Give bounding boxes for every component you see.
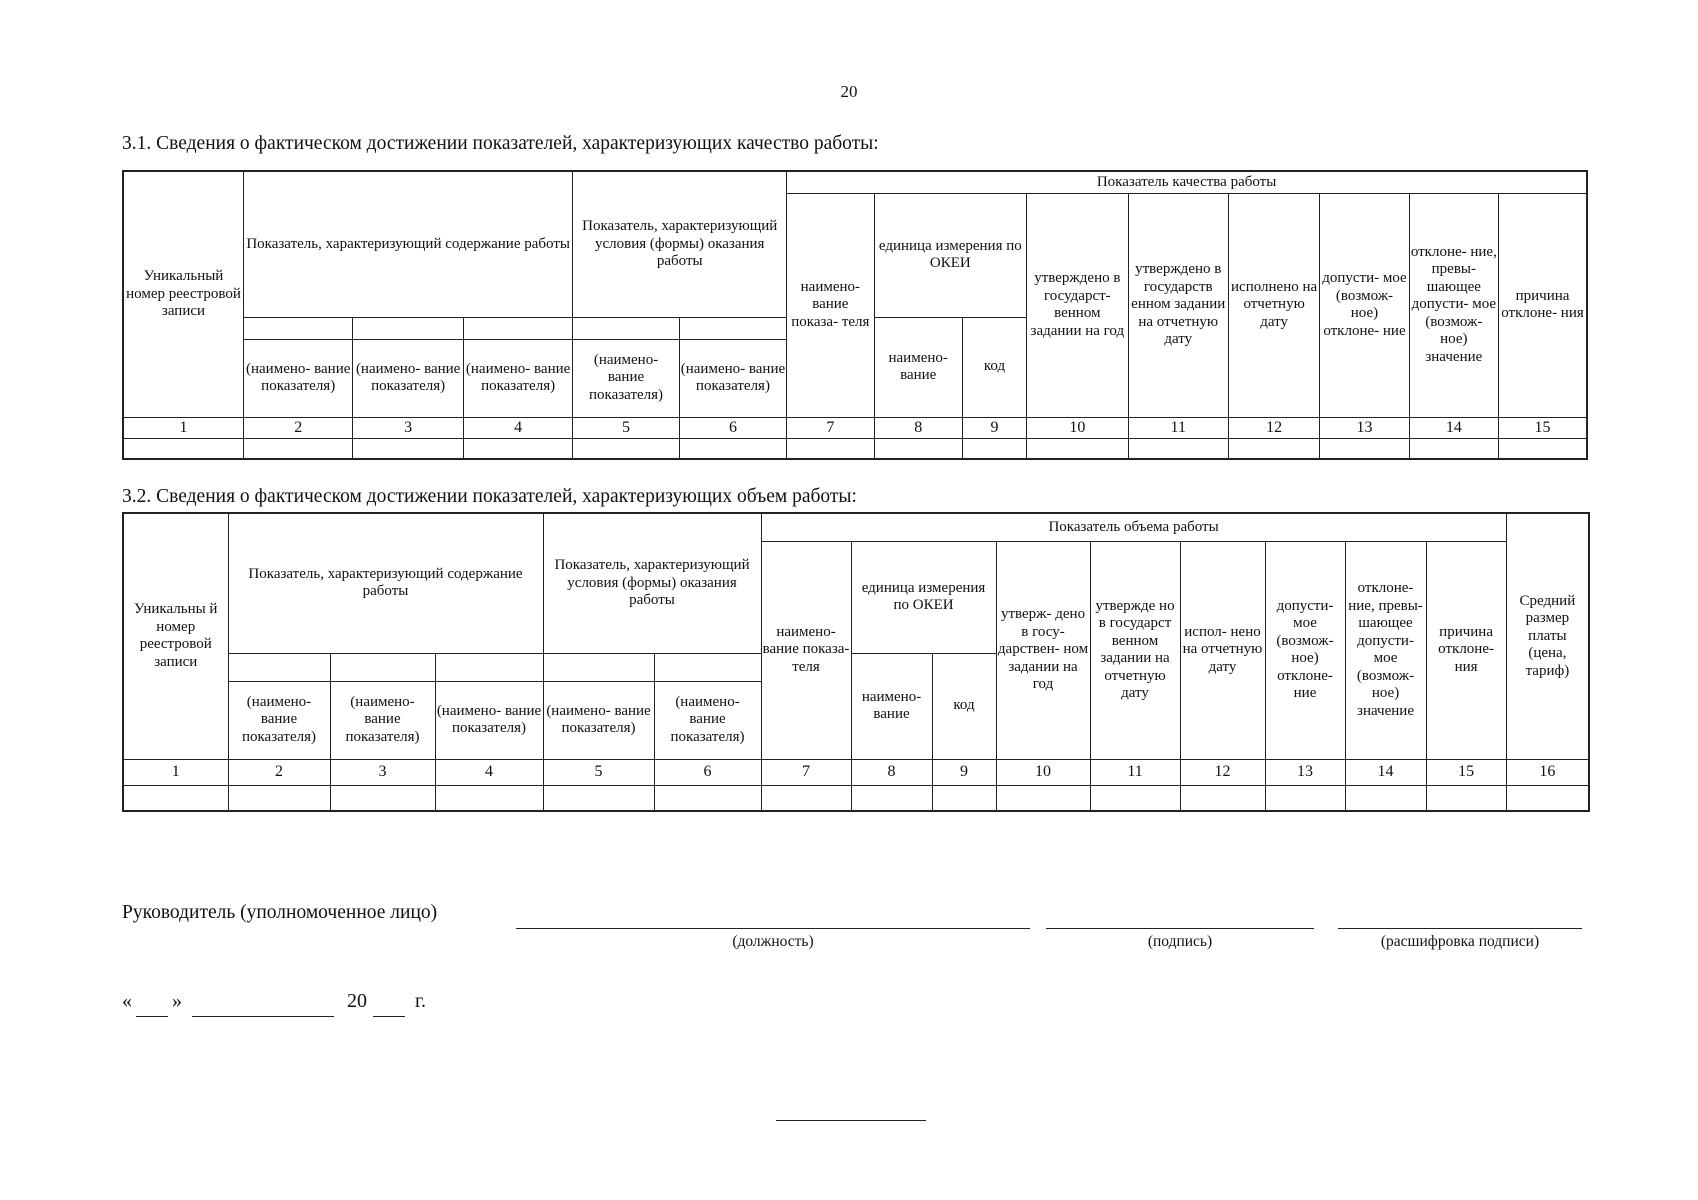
column-number: 2: [243, 417, 352, 438]
empty-data-cell[interactable]: [679, 438, 786, 459]
sub-name-header: (наимено- вание показателя): [573, 339, 679, 417]
empty-data-cell[interactable]: [1320, 438, 1409, 459]
empty-data-cell[interactable]: [932, 785, 996, 811]
year-suffix: г.: [415, 990, 426, 1012]
deviation-reason-header: причина отклоне- ния: [1426, 541, 1506, 759]
blank-cell: [435, 653, 543, 681]
approved-year-header: утверждено в государст- венном задании на год: [1027, 193, 1128, 417]
unique-number-header: Уникальны й номер реестровой записи: [123, 513, 228, 759]
column-number: 12: [1180, 759, 1265, 785]
empty-data-cell[interactable]: [1228, 438, 1319, 459]
average-fee-header: Средний размер платы (цена, тариф): [1506, 513, 1589, 759]
unique-number-header: Уникальный номер реестровой записи: [123, 171, 243, 417]
signature-line[interactable]: [1046, 928, 1314, 929]
column-number: 9: [932, 759, 996, 785]
content-indicator-header: Показатель, характеризующий содержание работы: [228, 513, 543, 653]
column-number: 14: [1409, 417, 1498, 438]
month-line[interactable]: [192, 1016, 334, 1017]
empty-data-cell[interactable]: [543, 785, 654, 811]
column-number: 1: [123, 759, 228, 785]
column-number: 9: [962, 417, 1026, 438]
empty-data-cell[interactable]: [123, 438, 243, 459]
sub-name-header: (наимено- вание показателя): [463, 339, 572, 417]
column-number: 5: [573, 417, 679, 438]
empty-data-cell[interactable]: [962, 438, 1026, 459]
column-number: 7: [761, 759, 851, 785]
date-close-quote: »: [172, 990, 182, 1012]
empty-data-cell[interactable]: [1090, 785, 1180, 811]
year-prefix: 20: [347, 990, 367, 1012]
blank-cell: [679, 317, 786, 339]
indicator-name-header: наимено- вание показа- теля: [787, 193, 874, 417]
empty-data-cell[interactable]: [1027, 438, 1128, 459]
column-number: 12: [1228, 417, 1319, 438]
column-number: 2: [228, 759, 330, 785]
approved-date-header: утверждено в государств енном задании на отчетную дату: [1128, 193, 1228, 417]
indicator-name-header: наимено- вание показа- теля: [761, 541, 851, 759]
footer-separator: [776, 1120, 926, 1121]
sub-name-header: (наимено- вание показателя): [543, 681, 654, 759]
column-number: 8: [874, 417, 962, 438]
blank-cell: [353, 317, 463, 339]
column-number: 1: [123, 417, 243, 438]
column-number: 4: [463, 417, 572, 438]
empty-data-cell[interactable]: [1345, 785, 1426, 811]
conditions-indicator-header: Показатель, характеризующий условия (формы) оказания работы: [543, 513, 761, 653]
allowed-deviation-header: допусти- мое (возмож- ное) отклоне- ние: [1320, 193, 1409, 417]
column-number: 15: [1426, 759, 1506, 785]
executed-header: исполнено на отчетную дату: [1228, 193, 1319, 417]
unit-code-header: код: [932, 653, 996, 759]
signatory-label: Руководитель (уполномоченное лицо): [122, 902, 438, 923]
column-number: 13: [1320, 417, 1409, 438]
allowed-deviation-header: допусти- мое (возмож- ное) отклоне- ние: [1265, 541, 1345, 759]
column-number: 5: [543, 759, 654, 785]
empty-data-cell[interactable]: [243, 438, 352, 459]
blank-cell: [463, 317, 572, 339]
empty-data-cell[interactable]: [353, 438, 463, 459]
volume-indicator-header: Показатель объема работы: [761, 513, 1506, 541]
empty-data-cell[interactable]: [996, 785, 1090, 811]
blank-cell: [243, 317, 352, 339]
empty-data-cell[interactable]: [123, 785, 228, 811]
decoding-caption: (расшифровка подписи): [1380, 933, 1540, 950]
section-2-title: 3.2. Сведения о фактическом достижении показателей, характеризующих объем работы:: [122, 486, 857, 507]
empty-data-cell[interactable]: [1499, 438, 1587, 459]
approved-year-header: утверж- дено в госу- дарствен- ном задании на год: [996, 541, 1090, 759]
sub-name-header: (наимено- вание показателя): [654, 681, 761, 759]
unit-header: единица измерения по ОКЕИ: [851, 541, 996, 653]
empty-data-cell[interactable]: [1128, 438, 1228, 459]
sub-name-header: (наимено- вание показателя): [435, 681, 543, 759]
empty-data-cell[interactable]: [1426, 785, 1506, 811]
sub-name-header: (наимено- вание показателя): [228, 681, 330, 759]
empty-data-cell[interactable]: [851, 785, 932, 811]
column-number: 6: [679, 417, 786, 438]
empty-data-cell[interactable]: [761, 785, 851, 811]
executed-header: испол- нено на отчетную дату: [1180, 541, 1265, 759]
column-number: 13: [1265, 759, 1345, 785]
deviation-reason-header: причина отклоне- ния: [1499, 193, 1587, 417]
empty-data-cell[interactable]: [1265, 785, 1345, 811]
column-number: 10: [996, 759, 1090, 785]
empty-data-cell[interactable]: [1409, 438, 1498, 459]
year-line[interactable]: [373, 1016, 405, 1017]
conditions-indicator-header: Показатель, характеризующий условия (формы) оказания работы: [573, 171, 787, 317]
day-line[interactable]: [136, 1016, 168, 1017]
volume-table: [122, 512, 1590, 812]
column-number: 10: [1027, 417, 1128, 438]
sub-name-header: (наимено- вание показателя): [330, 681, 435, 759]
sub-name-header: (наимено- вание показателя): [243, 339, 352, 417]
quality-table: [122, 170, 1588, 460]
column-number: 6: [654, 759, 761, 785]
section-1-title: 3.1. Сведения о фактическом достижении показателей, характеризующих качество работы:: [122, 133, 879, 154]
empty-data-cell[interactable]: [463, 438, 572, 459]
quality-indicator-header: Показатель качества работы: [787, 171, 1587, 193]
exceeding-deviation-header: отклоне- ние, превы- шающее допусти- мое (возмож- ное) значение: [1409, 193, 1498, 417]
blank-cell: [654, 653, 761, 681]
unit-header: единица измерения по ОКЕИ: [874, 193, 1027, 317]
unit-code-header: код: [962, 317, 1026, 417]
column-number: 8: [851, 759, 932, 785]
blank-cell: [543, 653, 654, 681]
unit-name-header: наимено- вание: [851, 653, 932, 759]
position-line[interactable]: [516, 928, 1030, 929]
sub-name-header: (наимено- вание показателя): [679, 339, 786, 417]
column-number: 11: [1128, 417, 1228, 438]
column-number: 4: [435, 759, 543, 785]
empty-data-cell[interactable]: [874, 438, 962, 459]
blank-cell: [330, 653, 435, 681]
decoding-line[interactable]: [1338, 928, 1582, 929]
empty-data-cell[interactable]: [330, 785, 435, 811]
empty-data-cell[interactable]: [1506, 785, 1589, 811]
empty-data-cell[interactable]: [573, 438, 679, 459]
empty-data-cell[interactable]: [654, 785, 761, 811]
approved-date-header: утвержде но в государст венном задании на отчетную дату: [1090, 541, 1180, 759]
column-number: 7: [787, 417, 874, 438]
position-caption: (должность): [732, 933, 814, 950]
blank-cell: [573, 317, 679, 339]
blank-cell: [228, 653, 330, 681]
column-number: 3: [353, 417, 463, 438]
column-number: 11: [1090, 759, 1180, 785]
page-number: 20: [840, 82, 858, 101]
date-open-quote: «: [122, 990, 132, 1012]
empty-data-cell[interactable]: [787, 438, 874, 459]
empty-data-cell[interactable]: [435, 785, 543, 811]
column-number: 3: [330, 759, 435, 785]
column-number: 14: [1345, 759, 1426, 785]
sub-name-header: (наимено- вание показателя): [353, 339, 463, 417]
content-indicator-header: Показатель, характеризующий содержание работы: [243, 171, 572, 317]
column-number: 16: [1506, 759, 1589, 785]
exceeding-deviation-header: отклоне- ние, превы- шающее допусти- мое (возмож- ное) значение: [1345, 541, 1426, 759]
signature-caption: (подпись): [1147, 933, 1213, 950]
empty-data-cell[interactable]: [228, 785, 330, 811]
column-number: 15: [1499, 417, 1587, 438]
unit-name-header: наимено- вание: [874, 317, 962, 417]
empty-data-cell[interactable]: [1180, 785, 1265, 811]
